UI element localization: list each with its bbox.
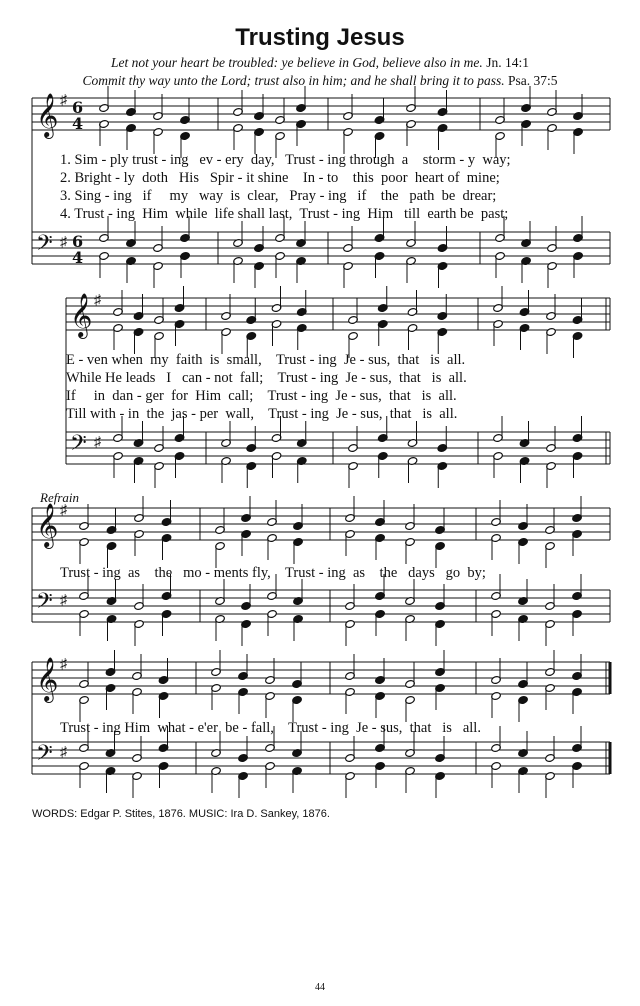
sharp-icon: ♯ [94,435,101,450]
refrain-line-1: Trust - ing as the mo - ments fly, Trust - ing as the days go by; [60,565,486,581]
verse-2-line-1: 2. Bright - ly doth His Spir - it shine In - to this poor heart of mine; [60,170,500,186]
epigraph-1-text: Let not your heart be troubled: ye believe in God, believe also in me. [111,55,483,70]
treble-clef-icon: 𝄞 [36,503,59,547]
verse-4-line-1: 4. Trust - ing Him while life shall last, Trust - ing Him till earth be past; [60,206,509,222]
time-signature-top: 6 [72,232,84,251]
bass-clef-icon: 𝄢 [36,589,53,619]
sharp-icon: ♯ [60,745,67,760]
sharp-icon: ♯ [60,593,67,608]
refrain-label: Refrain [40,490,79,505]
bass-clef-icon: 𝄢 [36,231,53,261]
time-signature-top: 6 [72,98,84,117]
credits: WORDS: Edgar P. Stites, 1876. MUSIC: Ira D. Sankey, 1876. [32,808,330,820]
treble-clef-icon: 𝄞 [36,657,59,701]
verse-1-line-2: E - ven when my faith is small, Trust - ing Je - sus, that is all. [66,352,466,368]
epigraph-2-ref: Psa. 37:5 [508,73,558,88]
time-signature-bottom: 4 [72,248,84,267]
verse-3-line-1: 3. Sing - ing if my way is clear, Pray - ing if the path be drear; [60,188,497,204]
time-signature-bottom: 4 [72,114,84,133]
verse-2-line-2: While He leads I can - not fall; Trust - ing Je - sus, that is all. [66,370,467,386]
verse-1-line-1: 1. Sim - ply trust - ing ev - ery day, Trust - ing through a storm - y way; [60,152,511,168]
sharp-icon: ♯ [60,503,67,518]
sharp-icon: ♯ [60,93,67,108]
verse-4-line-2: Till with - in the jas - per wall, Trust - ing Je - sus, that is all. [66,406,458,422]
epigraph-2-text: Commit thy way unto the Lord; trust also in him; and he shall bring it to pass. [82,73,505,88]
treble-clef-icon: 𝄞 [36,93,59,137]
epigraph-1-ref: Jn. 14:1 [486,55,529,70]
sharp-icon: ♯ [60,657,67,672]
sharp-icon: ♯ [94,293,101,308]
bass-clef-icon: 𝄢 [70,431,87,461]
verse-3-line-2: If in dan - ger for Him call; Trust - ing Je - sus, that is all. [66,388,457,404]
treble-clef-icon: 𝄞 [70,293,93,337]
page-number: 44 [315,982,325,993]
refrain-line-2: Trust - ing Him what - e'er be - fall, Trust - ing Je - sus, that is all. [60,720,481,736]
hymn-title: Trusting Jesus [235,24,405,51]
sharp-icon: ♯ [60,235,67,250]
bass-clef-icon: 𝄢 [36,741,53,771]
